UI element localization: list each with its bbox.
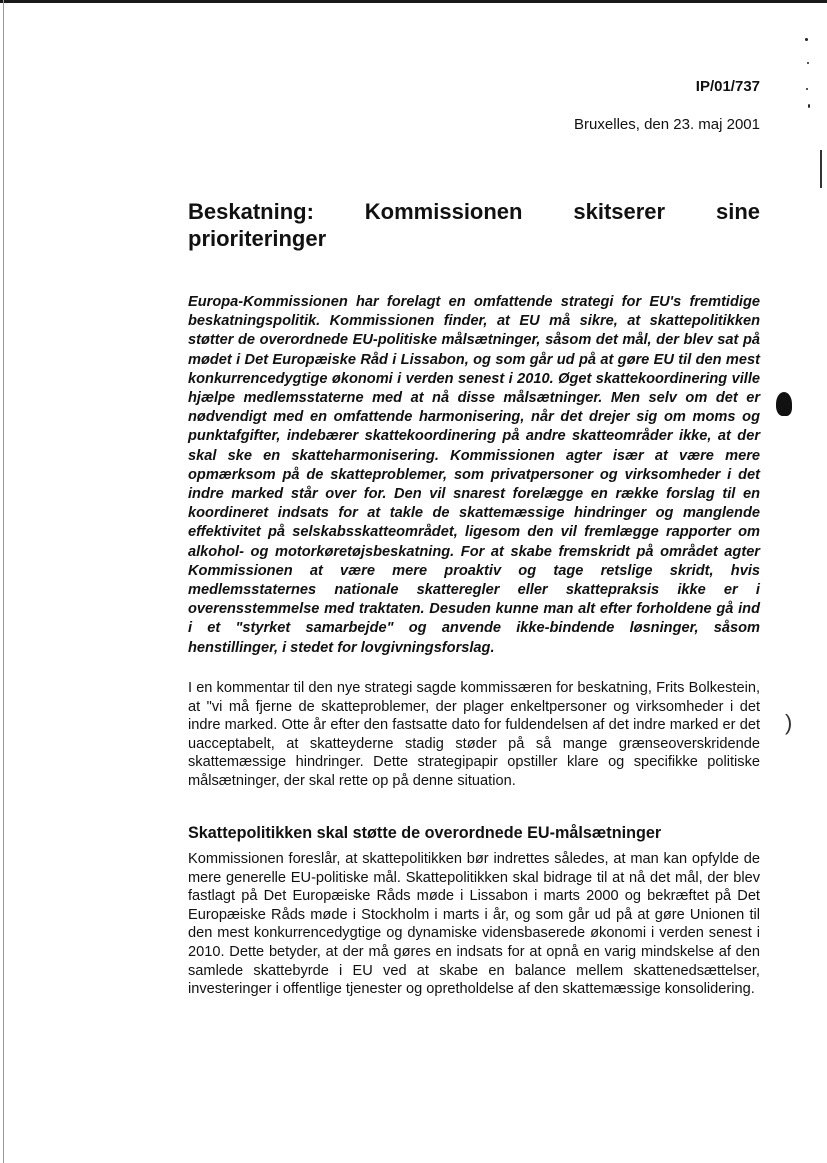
scan-speck	[807, 62, 809, 64]
scan-top-border	[0, 0, 827, 3]
body-paragraph-1: I en kommentar til den nye strategi sagde kommissæren for beskatning, Frits Bolkestein, at "vi må fjerne de skatteproblemer, der plager enkeltpersoner og virksomheder i det indre marked. Otte år efter den fastsatte dato for fuldendelsen af det indre marked er det uacceptabelt, at skatteyderne stadig støder på så mange grænseoverskridende skattemæssige hindringer. Dette strategipapir opstiller klare og specifikke politiske målsætninger, der skal rette op på denne situation.	[188, 680, 760, 789]
press-release-reference: IP/01/737	[695, 78, 760, 95]
date-line: Bruxelles, den 23. maj 2001	[574, 116, 760, 133]
scan-speck	[805, 38, 808, 41]
scan-margin-mark	[820, 150, 822, 188]
intro-paragraph: Europa-Kommissionen har forelagt en omfattende strategi for EU's fremtidige beskatningspolitik. Kommissionen finder, at EU må sikre, at skattepolitikken støtter de overordnede EU-politiske målsætninger, såsom det mål, der blev sat på mødet i Det Europæiske Råd i Lissabon, og som går ud på at gøre EU til den mest konkurrencedygtige økonomi i verden senest i 2010. Øget skattekoordinering ville hjælpe medlemsstaterne med at nå disse målsætninger. Men selv om det er nødvendigt med en omfattende harmonisering, når det drejer sig om moms og punktafgifter, indebærer skattekoordinering på andre skatteområder ikke, at der skal ske en skatteharmonisering. Kommissionen agter især at være mere opmærksom på de skatteproblemer, som privatpersoner og virksomheder i det indre marked står over for. Den vil snarest forelægge en række forslag til en koordineret indsats for at takle de skattemæssige hindringer og manglende effektivitet på selskabsskatteområdet, ligesom den vil fremlægge rapporter om alkohol- og motorkøretøjsbeskatning. For at skabe fremskridt på området agter Kommissionen at være mere proaktiv og tage retslige skridt, hvis medlemsstaternes nationale skatteregler eller skattepraksis ikke er i overensstemmelse med traktaten. Desuden kunne man alt efter forholdene gå ind i et "styrket samarbejde" og anvende ikke-bindende løsninger, såsom henstillinger, i stedet for lovgivningsforslag.	[188, 294, 760, 656]
scan-speck	[806, 88, 808, 90]
section-heading: Skattepolitikken skal støtte de overordnede EU-målsætninger	[188, 824, 662, 842]
page-title: Beskatning: Kommissionen skitserer sine prioriteringer	[188, 199, 760, 251]
scan-artifact	[776, 392, 792, 416]
body-paragraph-2: Kommissionen foreslår, at skattepolitikken bør indrettes således, at man kan opfylde de mere generelle EU-politiske mål. Skattepolitikken skal bidrage til at nå det mål, der blev fastlagt på Det Europæiske Råds møde i Lissabon i marts 2000 og bekræftet på Det Europæiske Råds møde i Stockholm i marts i år, og som går ud på at gøre Unionen til den mest konkurrencedygtige og dynamiske vidensbaserede økonomi i verden senest i 2010. Dette betyder, at der må gøres en indsats for at opnå en varig mindskelse af den samlede skattebyrde i EU ved at skabe en balance mellem skattenedsættelser, investeringer i offentlige tjenester og opretholdelse af den skattemæssige konsolidering.	[188, 851, 760, 998]
scan-left-border	[3, 0, 4, 1163]
scan-speck	[808, 104, 810, 108]
scan-artifact: )	[785, 710, 793, 735]
